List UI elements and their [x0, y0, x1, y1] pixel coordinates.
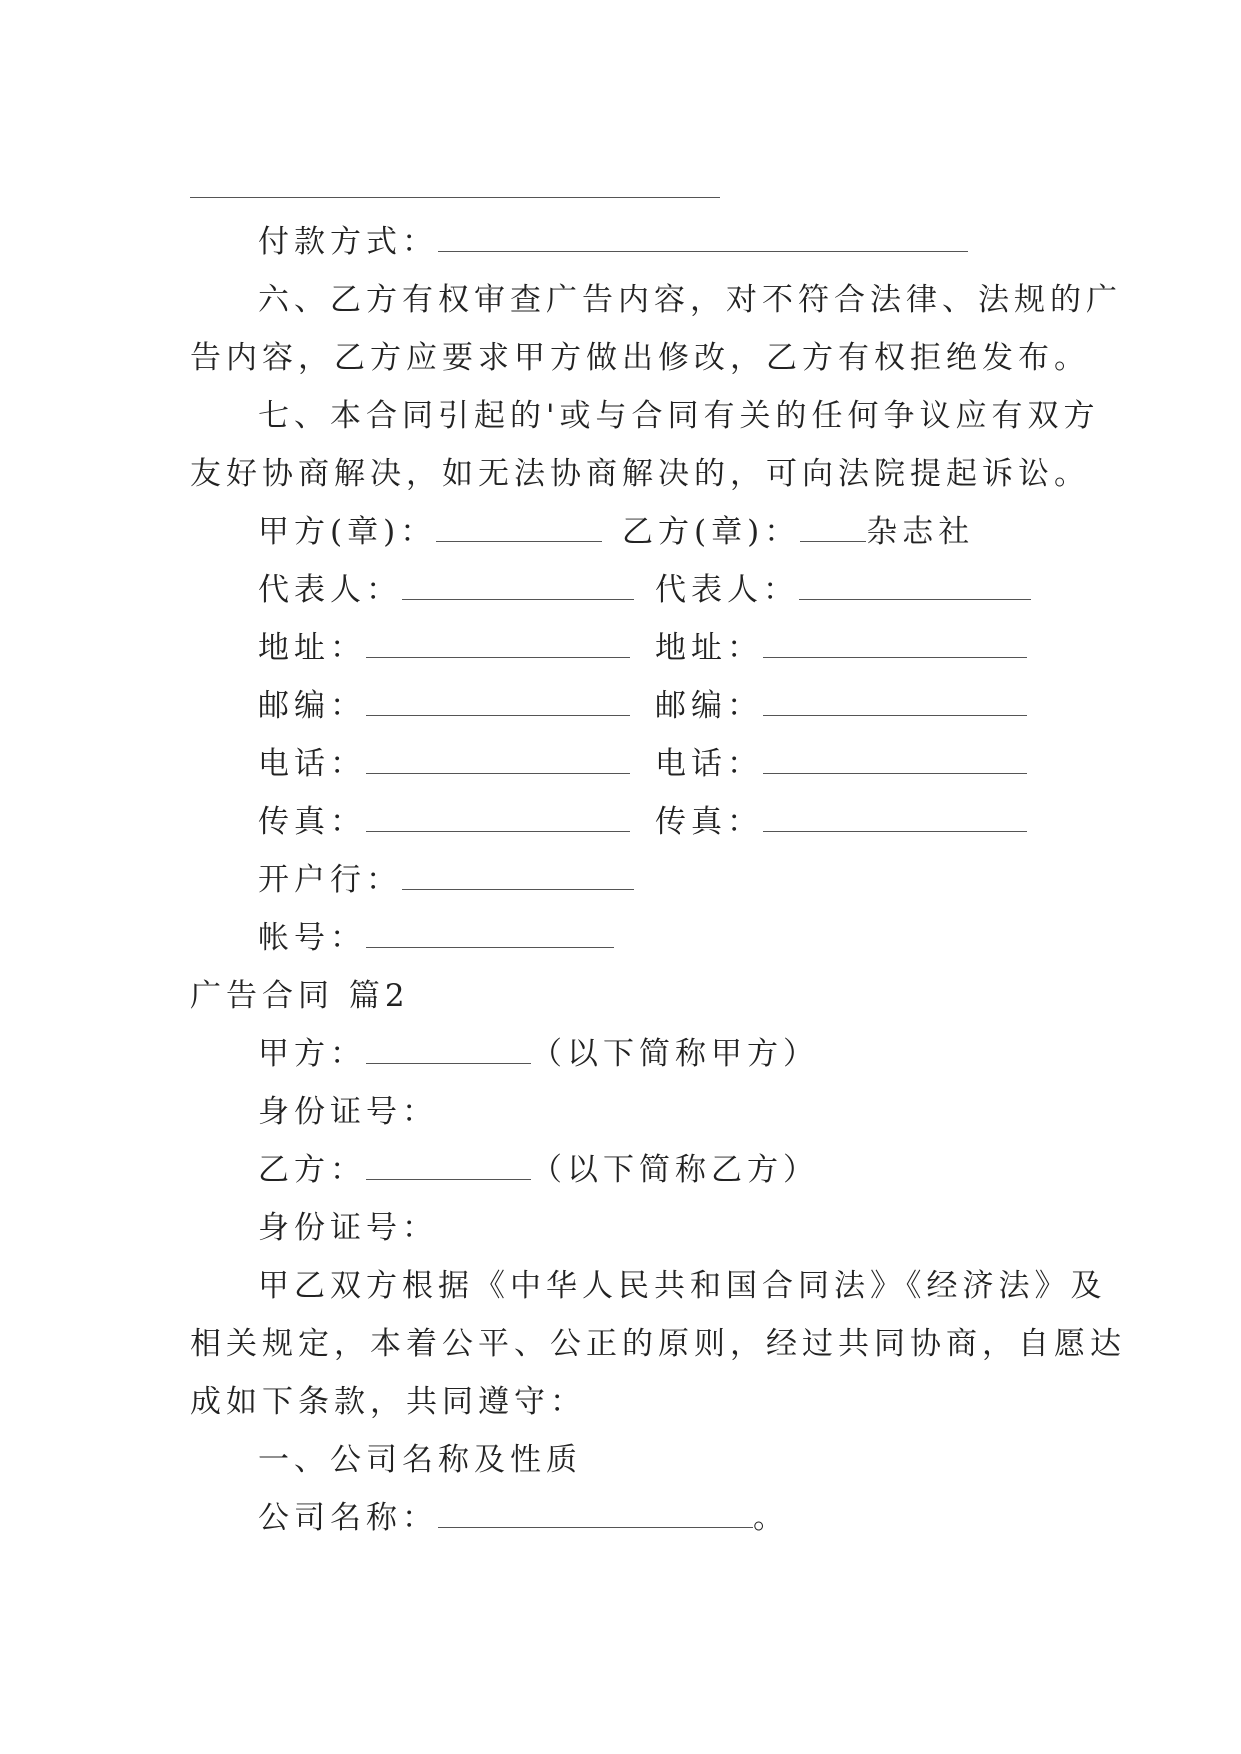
clause6-line2: 告内容，乙方应要求甲方做出修改，乙方有权拒绝发布。 [190, 340, 1090, 376]
party-b-representative [655, 570, 1031, 610]
account-label: 帐号： [258, 920, 366, 956]
party-b-note: （以下简称乙方） [531, 1152, 819, 1188]
fax-label: 传真： [655, 804, 763, 840]
bank-blank [402, 863, 634, 890]
party-b-phone [655, 744, 1027, 784]
address-blank [366, 631, 630, 658]
representative-blank [402, 573, 634, 600]
party-a-seal-line [258, 512, 602, 552]
party-a-label: 甲方： [258, 1036, 366, 1072]
payment-label: 付款方式： [258, 224, 438, 260]
phone-label: 电话： [258, 746, 366, 782]
clause7-line1: 七、本合同引起的'或与合同有关的任何争议应有双方 [258, 398, 1100, 434]
company-name-label: 公司名称： [258, 1500, 438, 1536]
account-blank [366, 921, 614, 948]
fax-label: 传真： [258, 804, 366, 840]
address-label: 地址： [258, 630, 366, 666]
fax-blank [763, 805, 1027, 832]
party-b-seal-label: 乙方(章)： [622, 514, 801, 550]
party-b-name: 杂志社 [866, 514, 975, 550]
account-line [258, 918, 614, 958]
payment-blank [438, 225, 968, 252]
id-number-b: 身份证号： [258, 1210, 438, 1246]
postcode-label: 邮编： [655, 688, 763, 724]
party-b-seal-blank [800, 515, 866, 542]
preamble-line3: 成如下条款，共同遵守： [190, 1384, 586, 1420]
article1-title: 一、公司名称及性质 [258, 1442, 582, 1478]
representative-label: 代表人： [258, 572, 402, 608]
section2-party-a-line [258, 1034, 819, 1074]
representative-blank [799, 573, 1031, 600]
party-b-seal-line [622, 512, 974, 552]
party-b-address [655, 628, 1027, 668]
preamble-line2: 相关规定，本着公平、公正的原则，经过共同协商，自愿达 [190, 1326, 1126, 1362]
company-name-line [258, 1498, 789, 1538]
section2-party-b-line [258, 1150, 819, 1190]
party-b-label: 乙方： [258, 1152, 366, 1188]
fax-blank [366, 805, 630, 832]
payment-line [258, 222, 968, 262]
party-a-seal-blank [436, 515, 602, 542]
address-blank [763, 631, 1027, 658]
party-a-note: （以下简称甲方） [531, 1036, 819, 1072]
section2-heading: 广告合同 篇2 [190, 978, 410, 1014]
postcode-blank [366, 689, 630, 716]
party-a-address [258, 628, 630, 668]
party-a-fax [258, 802, 630, 842]
party-b-postcode [655, 686, 1027, 726]
bank-label: 开户行： [258, 862, 402, 898]
preamble-line1: 甲乙双方根据《中华人民共和国合同法》《经济法》及 [258, 1268, 1107, 1304]
party-a-phone [258, 744, 630, 784]
top-blank-line [190, 197, 720, 198]
party-b-blank [366, 1153, 531, 1180]
bank-line [258, 860, 634, 900]
postcode-label: 邮编： [258, 688, 366, 724]
clause7-line2: 友好协商解决，如无法协商解决的，可向法院提起诉讼。 [190, 456, 1090, 492]
phone-label: 电话： [655, 746, 763, 782]
party-a-postcode [258, 686, 630, 726]
clause6-line1: 六、乙方有权审查广告内容，对不符合法律、法规的广 [258, 282, 1122, 318]
party-a-representative [258, 570, 634, 610]
company-name-blank [438, 1501, 753, 1528]
address-label: 地址： [655, 630, 763, 666]
representative-label: 代表人： [655, 572, 799, 608]
party-a-blank [366, 1037, 531, 1064]
phone-blank [763, 747, 1027, 774]
company-name-end: 。 [753, 1500, 789, 1536]
postcode-blank [763, 689, 1027, 716]
party-b-fax [655, 802, 1027, 842]
phone-blank [366, 747, 630, 774]
party-a-seal-label: 甲方(章)： [258, 514, 437, 550]
id-number-a: 身份证号： [258, 1094, 438, 1130]
